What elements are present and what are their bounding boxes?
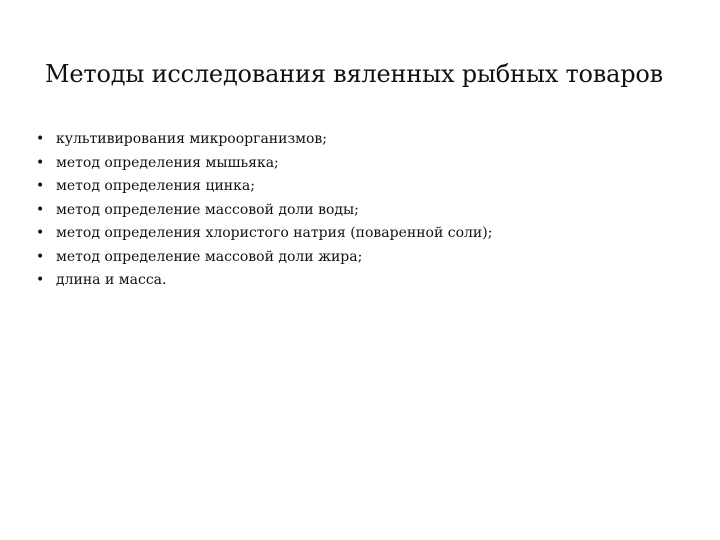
bullet-item	[36, 269, 492, 293]
bullet-item	[36, 152, 492, 176]
bullet-item	[36, 175, 492, 199]
bullet-icon: •	[36, 131, 45, 147]
bullet-icon: •	[36, 272, 45, 288]
bullet-text: культивирования микроорганизмов;	[56, 131, 328, 147]
bullet-text: метод определения хлористого натрия (поваренной соли);	[56, 225, 493, 241]
bullet-icon: •	[36, 201, 45, 218]
bullet-icon: •	[36, 178, 45, 194]
bullet-item	[36, 246, 492, 270]
bullet-list	[36, 128, 492, 293]
bullet-icon: •	[36, 225, 45, 241]
bullet-text: метод определения цинка;	[56, 178, 255, 194]
bullet-item	[36, 128, 492, 152]
bullet-text: метод определение массовой доли воды;	[56, 201, 359, 218]
bullet-text: метод определение массовой доли жира;	[56, 248, 363, 265]
bullet-text: длина и масса.	[56, 272, 167, 288]
slide-title: Методы исследования вяленных рыбных товаров	[45, 60, 663, 88]
bullet-text: метод определения мышьяка;	[56, 154, 279, 171]
bullet-icon: •	[36, 154, 45, 171]
bullet-item	[36, 199, 492, 223]
bullet-item	[36, 222, 492, 246]
bullet-icon: •	[36, 248, 45, 265]
